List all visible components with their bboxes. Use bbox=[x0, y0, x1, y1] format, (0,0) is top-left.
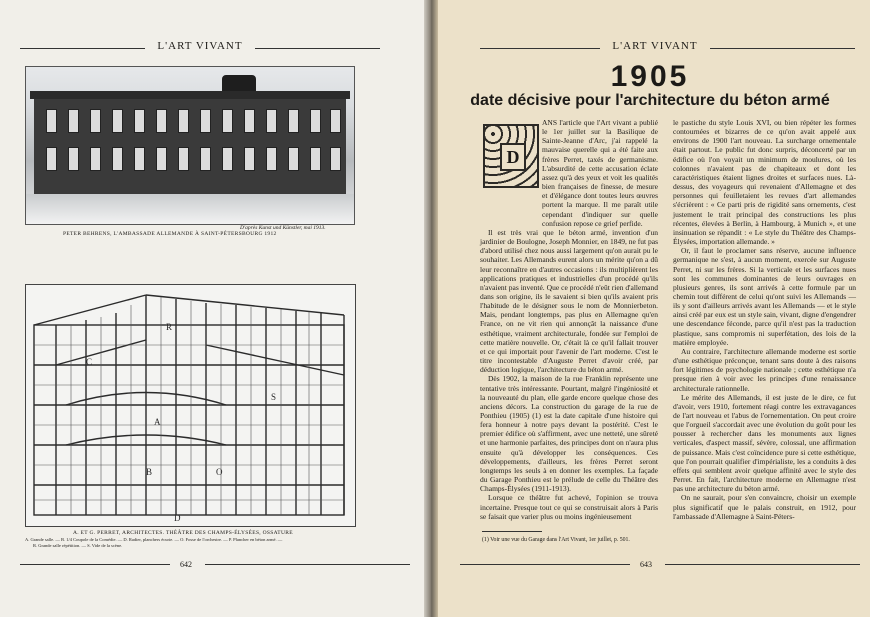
svg-text:R: R bbox=[166, 322, 173, 332]
column-2 bbox=[673, 118, 856, 521]
left-folio: 642 bbox=[180, 560, 192, 569]
col2-para-3: Au contraire, l'architecture allemande moderne est sortie d'une esthétique préconçue, tenant sans doute à des raisons fort légitimes de psychologie nationale ; cette esthétique n'a presque rien à voir avec les principes d'une renaissance architecturale rationnelle. bbox=[673, 346, 856, 393]
left-foot-rule-left bbox=[20, 564, 170, 565]
svg-text:D: D bbox=[174, 513, 181, 523]
article-title: date décisive pour l'architecture du béton armé bbox=[470, 92, 830, 109]
svg-text:C: C bbox=[86, 357, 93, 367]
svg-text:A: A bbox=[154, 417, 161, 427]
right-head-rule-left bbox=[480, 48, 600, 49]
right-foot-rule-right bbox=[665, 564, 860, 565]
drawing-legend bbox=[25, 537, 355, 549]
legend-line-1: A. Grande salle. — B. 1/4 Coupole de la Comédie. — D. Radier, planchers écurie. — O. Fosse de l'orchestre. — P. Plancher en béton armé. — bbox=[25, 537, 283, 542]
right-head-rule-right bbox=[710, 48, 855, 49]
dropcap-letter: D bbox=[500, 143, 526, 171]
col2-para-1: le pastiche du style Louis XVI, ou bien répéter les formes contournées et bizarres de ce qu'on avait appelé aux environs de 1900 l'art nouveau. La surcharge ornementale était partout. Le public fut donc surpris, déconcerté par un édifice où l'on voyait un minimum de moulures, où les colonnes n'avaient pas de chapiteaux et dont les caractéristiques étaient lignes droites et surfaces nues. Là-dessus, des voyageurs qui revenaient d'Allemagne et des personnes qui feuilletaient les revues d'art allemandes s'écrièrent : « Ce parti pris de rigidité sans ornements, c'est justement le trait principal des constructions les plus récentes, élevées à Berlin, à Hambourg, à Munich », et une insinuation se répandit : « Le style du Théâtre des Champs-Élysées, importation allemande. » bbox=[673, 118, 856, 247]
snowy-foreground bbox=[26, 194, 354, 224]
framework-sketch bbox=[26, 285, 355, 526]
drawing-caption: A. ET G. PERRET, ARCHITECTES. THÉÂTRE DES CHAMPS-ÉLYSÉES, OSSATURE bbox=[73, 530, 293, 536]
article-year: 1905 bbox=[610, 60, 690, 93]
col2-para-5: On ne saurait, pour s'en convaincre, choisir un exemple plus significatif que le palais construit, en 1912, pour l'ambassade d'Allemagne à Saint-Péters- bbox=[673, 493, 856, 521]
footnote: (1) Voir une vue du Garage dans l'Art Vivant, 1er juillet, p. 501. bbox=[482, 537, 630, 543]
right-foot-rule-left bbox=[460, 564, 630, 565]
column-1 bbox=[480, 118, 658, 521]
right-folio: 643 bbox=[640, 560, 652, 569]
left-running-head: L'ART VIVANT bbox=[157, 40, 243, 52]
col1-para-1: ANS l'article que l'Art vivant a publié le 1er juillet sur la Basilique de Sainte-Jeanne d'Arc, j'ai rappelé la mauvaise querelle qui a été faite aux frères Perret, taxés de germanisme. L'absurdité de cette accusation éclate assez qu'à des yeux et voit les qualités bien françaises de finesse, de mesure et d'élégance dont toutes leurs œuvres portent la marque. Il me paraît utile cependant d'indiquer sur quelle confusion repose ce grief perfide. bbox=[542, 118, 658, 228]
svg-text:O: O bbox=[216, 467, 223, 477]
theatre-framework-drawing bbox=[25, 284, 356, 527]
right-running-head: L'ART VIVANT bbox=[612, 40, 698, 52]
left-head-rule-left bbox=[20, 48, 145, 49]
col1-para-3: Dès 1902, la maison de la rue Franklin représente une tentative très intéressante. Pourtant, malgré l'ingéniosité et la nouveauté du plan, elle garde encore quelque chose des anciens décors. La construction du garage de la rue de Ponthieu (1905) (1) est la date capitale d'une histoire qui fera honneur à notre pays devant la postérité. C'est le premier édifice où s'affirment, avec une netteté, une sûreté et une harmonie parfaites, des principes dont on n'aura plus ensuite qu'à développer les conséquences. Ces développements, d'ailleurs, les frères Perret seront longtemps les seuls à en donner les exemples. La façade du Garage Ponthieu est le prélude de celle du Théâtre des Champs-Élysées (1911-1913). bbox=[480, 374, 658, 494]
photo-caption: PETER BEHRENS, L'AMBASSADE ALLEMANDE À SAINT-PÉTERSBOURG 1912 bbox=[63, 231, 277, 237]
svg-text:B: B bbox=[146, 467, 153, 477]
photo-credit: D'après Kunst und Künstler, mai 1913. bbox=[240, 225, 326, 231]
left-head-rule-right bbox=[255, 48, 380, 49]
legend-line-2: R. Grande salle répétition. — S. Vide de la scène. bbox=[33, 543, 123, 548]
col2-para-4: Le mérite des Allemands, il est juste de le dire, ce fut d'avoir, vers 1910, fortement réagi contre les extravagances de l'art nouveau et l'abus de l'ornementation. On peut croire que l'orgueil s'accordait avec une évolution du goût pour les pousser à rechercher dans les monuments aux lignes verticales, d'aspect massif, sévère, colossal, une affirmation de puissance. Mais c'est coïncidence pure si cette esthétique, que l'on pourrait qualifier d'impérialiste, les a conduits à des effets qui semblent avoir quelque affinité avec le style des Perret. En fait, l'architecture moderne en Allemagne n'est pas une architecture du béton armé. bbox=[673, 392, 856, 494]
embassy-photo bbox=[25, 66, 355, 225]
embassy-building bbox=[34, 97, 346, 197]
left-foot-rule-right bbox=[205, 564, 410, 565]
svg-text:S: S bbox=[271, 392, 277, 402]
col2-para-2: Or, il faut le proclamer sans réserve, aucune influence germanique ne s'est, à aucun moment, exercée sur Auguste Perret, ni sur les frères. Si la verticale et les surfaces nues sont les communes dominantes de leurs ouvrages en plusieurs genres, ils sont arrivés à cette formule par un chemin tout différent de celui qu'ont suivi les Allemands — ils y sont d'ailleurs arrivés avant les Allemands — et le style ainsi créé par eux est un style sain, vivant, digne d'engendrer une descendance féconde, parce qu'il n'est pas la traduction plastique, sans compromis ni superfétation, des lois de la matière employée. bbox=[673, 246, 856, 347]
footnote-rule bbox=[482, 531, 542, 532]
col1-para-2: Il est très vrai que le béton armé, invention d'un jardinier de Boulogne, Joseph Monnier, en 1849, ne fut pas d'abord utilisé chez nous aussi largement qu'on aurait pu le souhaiter. Les Allemands eurent alors un mérite qu'on a dû leur reconnaître en d'autres occasions : ils multiplièrent les applications pratiques et industrielles d'un procédé qu'ils n'avaient pas inventé. Que ce procédé n'eût rien d'allemand dans son origine, ils le savaient si bien qu'ils avaient pris l'habitude de le désigner sous le nom de Monnierbeton. Mais, pendant longtemps, pas plus en Allemagne qu'en France, on ne vit rien qui annonçât la naissance d'une esthétique, vraiment architecturale, fondée sur l'emploi de cette matière nouvelle. Or, c'était là ce qu'il fallait trouver et ce qui importait pour l'avenir de l'art moderne. C'est le titre incontestable d'Auguste Perret d'avoir créé, par déduction logique, l'architecture du béton armé. bbox=[480, 227, 658, 375]
col1-para-4: Lorsque ce théâtre fut achevé, l'opinion se trouva incertaine. Presque tout ce qui se construisait alors à Paris se faisait que varier plus ou moins ingénieusement bbox=[480, 493, 658, 521]
